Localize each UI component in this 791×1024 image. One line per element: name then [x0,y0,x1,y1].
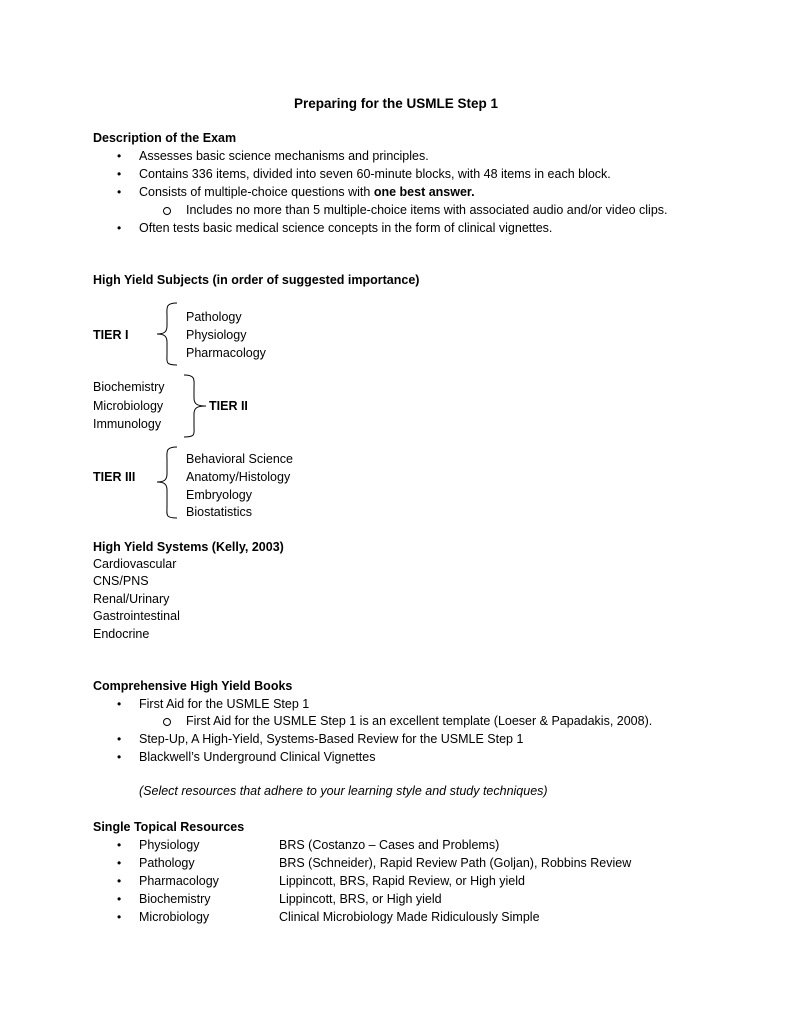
tier2-item: Biochemistry [93,380,165,394]
bullet-icon: • [117,732,122,746]
list-item: Step-Up, A High-Yield, Systems-Based Review for the USMLE Step 1 [139,732,524,746]
list-item: Blackwell’s Underground Clinical Vignettes [139,750,376,764]
list-item: First Aid for the USMLE Step 1 [139,697,310,711]
sub-list-item: Includes no more than 5 multiple-choice items with associated audio and/or video clips. [186,203,668,217]
exam-heading: Description of the Exam [93,131,237,145]
topical-resource: Lippincott, BRS, or High yield [279,892,442,906]
topical-resource: Clinical Microbiology Made Ridiculously Simple [279,910,540,924]
system-item: Endocrine [93,627,150,641]
system-item: Renal/Urinary [93,592,170,606]
bullet-icon: • [117,838,122,852]
topical-resource: Lippincott, BRS, Rapid Review, or High yield [279,874,525,888]
tier3-item: Biostatistics [186,505,252,519]
tier1-label: TIER I [93,328,129,342]
topical-resource: BRS (Costanzo – Cases and Problems) [279,838,500,852]
page-title: Preparing for the USMLE Step 1 [294,96,499,111]
system-item: Cardiovascular [93,557,177,571]
books-note: (Select resources that adhere to your learning style and study techniques) [139,784,548,798]
bullet-icon: • [117,750,122,764]
topical-subject: Pharmacology [139,874,219,888]
sub-list-item: First Aid for the USMLE Step 1 is an excellent template (Loeser & Papadakis, 2008). [186,714,653,728]
list-item: Often tests basic medical science concepts in the form of clinical vignettes. [139,221,553,235]
list-item-emphasis: one best answer. [373,185,475,199]
topical-subject: Physiology [139,838,200,852]
tier2-label: TIER II [209,399,248,413]
system-item: Gastrointestinal [93,609,180,623]
tier1-item: Physiology [186,328,247,342]
bullet-icon: • [117,149,122,163]
tier3-label: TIER III [93,470,136,484]
tier3-item: Embryology [186,488,252,502]
tier1-item: Pathology [186,310,242,324]
bullet-icon: • [117,185,122,199]
list-item: Contains 336 items, divided into seven 60-minute blocks, with 48 items in each block. [139,167,611,181]
system-item: CNS/PNS [93,574,149,588]
topical-heading: Single Topical Resources [93,820,245,834]
bullet-icon: • [117,167,122,181]
list-item-text: Consists of multiple-choice questions with [139,185,374,199]
topical-subject: Pathology [139,856,195,870]
topical-subject: Microbiology [139,910,210,924]
tier2-item: Immunology [93,417,162,431]
bullet-icon: • [117,892,122,906]
bullet-icon: • [117,221,122,235]
tier1-brace-icon [155,302,185,366]
circle-bullet-icon [163,207,171,215]
subjects-heading: High Yield Subjects (in order of suggested importance) [93,273,420,287]
books-heading: Comprehensive High Yield Books [93,679,293,693]
tier3-brace-icon [155,446,185,520]
tier3-item: Behavioral Science [186,452,294,466]
tier2-brace-icon [182,374,212,438]
topical-resource: BRS (Schneider), Rapid Review Path (Goljan), Robbins Review [279,856,632,870]
bullet-icon: • [117,874,122,888]
topical-subject: Biochemistry [139,892,211,906]
bullet-icon: • [117,697,122,711]
circle-bullet-icon [163,718,171,726]
bullet-icon: • [117,856,122,870]
tier2-item: Microbiology [93,399,164,413]
tier3-item: Anatomy/Histology [186,470,291,484]
systems-heading: High Yield Systems (Kelly, 2003) [93,540,284,554]
tier1-item: Pharmacology [186,346,266,360]
list-item: Assesses basic science mechanisms and principles. [139,149,429,163]
bullet-icon: • [117,910,122,924]
list-item [139,185,475,200]
